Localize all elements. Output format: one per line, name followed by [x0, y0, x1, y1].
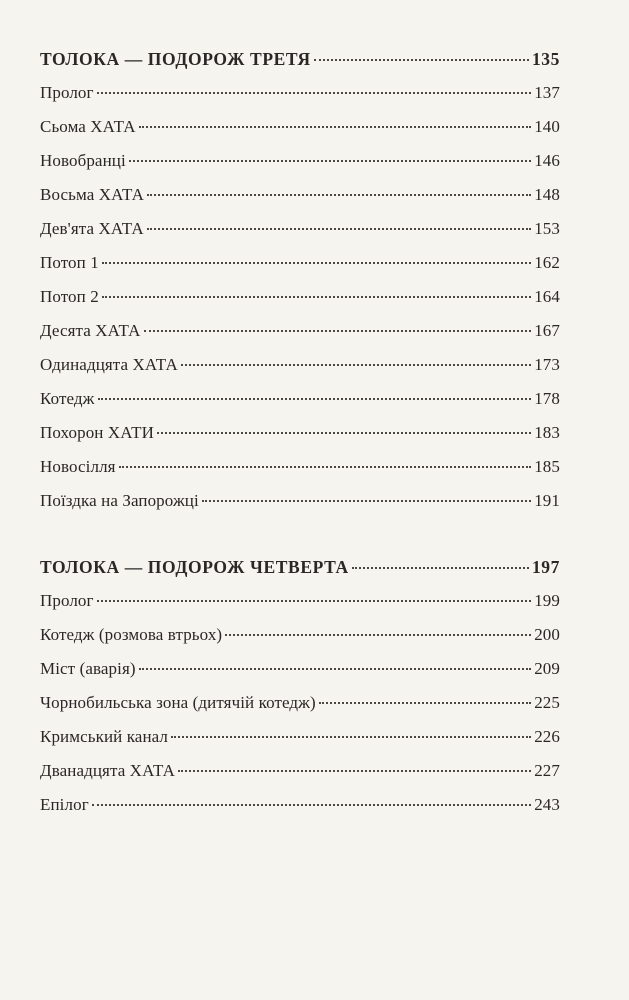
- toc-entry-title: Котедж (розмова втрьох): [40, 625, 223, 644]
- dot-leader: [147, 194, 531, 196]
- dot-leader: [144, 330, 532, 332]
- toc-entry: [40, 686, 560, 720]
- toc-entry-title: Потоп 1: [40, 253, 99, 272]
- dot-leader: [119, 466, 532, 468]
- toc-entry-page: 225: [534, 693, 560, 712]
- toc-entry-title: Одинадцята ХАТА: [40, 355, 178, 374]
- dot-leader: [129, 160, 531, 162]
- toc-entry-title: Новосілля: [40, 457, 116, 476]
- dot-leader: [181, 364, 531, 366]
- toc-entry-title: Міст (аварія): [40, 659, 136, 678]
- toc-entry-page: 226: [534, 727, 560, 746]
- toc-entry-page: 173: [534, 355, 560, 374]
- toc-entry-page: 140: [534, 117, 560, 136]
- toc-entry: [40, 144, 560, 178]
- toc-entry-title: Похорон ХАТИ: [40, 423, 154, 442]
- toc-entry: [40, 76, 560, 110]
- section-heading-page: 197: [531, 557, 560, 577]
- toc-entry-page: 243: [534, 795, 560, 814]
- toc-entry: [40, 754, 560, 788]
- toc-entry-page: 209: [534, 659, 560, 678]
- toc-section-3: [40, 42, 560, 518]
- dot-leader: [139, 126, 532, 128]
- toc-entry-title: Дев'ята ХАТА: [40, 219, 144, 238]
- dot-leader: [98, 398, 532, 400]
- section-heading: [40, 42, 560, 76]
- dot-leader: [319, 702, 531, 704]
- toc-entry-page: 178: [534, 389, 560, 408]
- toc-entry: [40, 788, 560, 822]
- toc-entry-title: Котедж: [40, 389, 95, 408]
- toc-entry-title: Новобранці: [40, 151, 126, 170]
- toc-entry-title: Десята ХАТА: [40, 321, 141, 340]
- toc-entry-page: 183: [534, 423, 560, 442]
- dot-leader: [157, 432, 531, 434]
- toc-entry-page: 137: [534, 83, 560, 102]
- toc-entry-title: Епілог: [40, 795, 89, 814]
- section-heading-title: ТОЛОКА — ПОДОРОЖ ЧЕТВЕРТА: [40, 557, 349, 577]
- toc-entry-page: 227: [534, 761, 560, 780]
- dot-leader: [202, 500, 531, 502]
- toc-entry-page: 148: [534, 185, 560, 204]
- toc-entry-title: Сьома ХАТА: [40, 117, 136, 136]
- toc-entry-title: Поїздка на Запорожці: [40, 491, 199, 510]
- dot-leader: [178, 770, 531, 772]
- toc-entry-title: Восьма ХАТА: [40, 185, 144, 204]
- section-heading-title: ТОЛОКА — ПОДОРОЖ ТРЕТЯ: [40, 49, 311, 69]
- toc-entry: [40, 110, 560, 144]
- toc-entry-page: 199: [534, 591, 560, 610]
- toc-entry-page: 167: [534, 321, 560, 340]
- toc-entry: [40, 246, 560, 280]
- dot-leader: [102, 262, 531, 264]
- toc-entry-page: 153: [534, 219, 560, 238]
- toc-entry: [40, 382, 560, 416]
- dot-leader: [147, 228, 531, 230]
- dot-leader: [352, 567, 529, 569]
- toc-entry: [40, 652, 560, 686]
- toc-entry: [40, 212, 560, 246]
- toc-entry-title: Чорнобильська зона (дитячій котедж): [40, 693, 316, 712]
- toc-entry: [40, 450, 560, 484]
- toc-entry: [40, 348, 560, 382]
- toc-entry: [40, 484, 560, 518]
- toc-entry-page: 200: [534, 625, 560, 644]
- dot-leader: [225, 634, 531, 636]
- toc-entry-title: Дванадцята ХАТА: [40, 761, 175, 780]
- dot-leader: [102, 296, 531, 298]
- toc-entry-page: 191: [534, 491, 560, 510]
- toc-entry: [40, 314, 560, 348]
- toc-entry-title: Потоп 2: [40, 287, 99, 306]
- toc-entry: [40, 178, 560, 212]
- toc-entry: [40, 618, 560, 652]
- section-heading-page: 135: [531, 49, 560, 69]
- toc-entry-title: Пролог: [40, 591, 94, 610]
- toc-entry: [40, 416, 560, 450]
- dot-leader: [314, 59, 529, 61]
- dot-leader: [92, 804, 531, 806]
- toc-entry: [40, 280, 560, 314]
- dot-leader: [97, 92, 532, 94]
- toc-entry-page: 185: [534, 457, 560, 476]
- toc-entry-page: 146: [534, 151, 560, 170]
- toc-section-4: [40, 550, 560, 822]
- dot-leader: [171, 736, 531, 738]
- section-heading: [40, 550, 560, 584]
- dot-leader: [139, 668, 532, 670]
- toc-entry-page: 164: [534, 287, 560, 306]
- toc-entry-title: Кримський канал: [40, 727, 169, 746]
- toc-entry: [40, 584, 560, 618]
- toc-entry: [40, 720, 560, 754]
- toc-entry-page: 162: [534, 253, 560, 272]
- toc-entry-title: Пролог: [40, 83, 94, 102]
- dot-leader: [97, 600, 532, 602]
